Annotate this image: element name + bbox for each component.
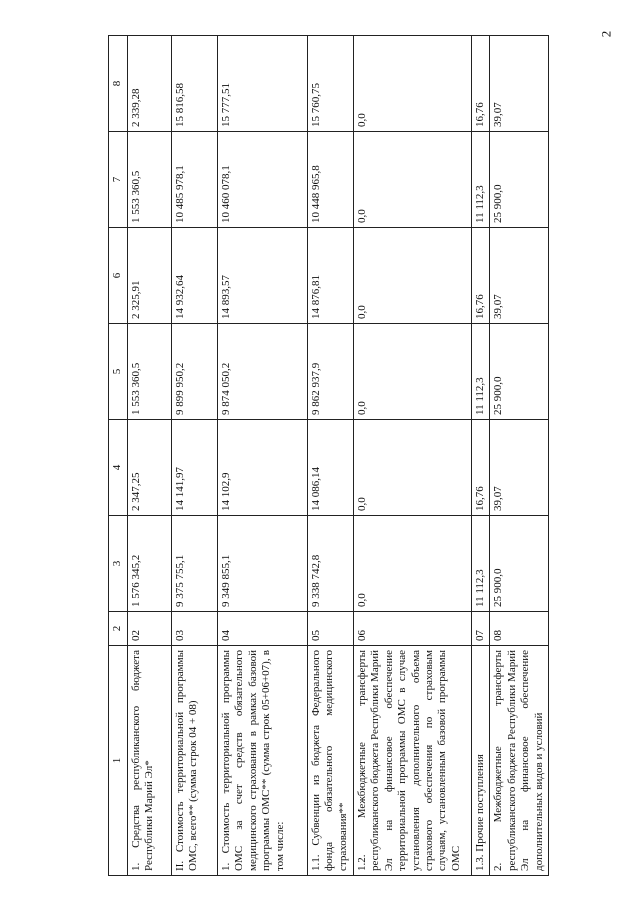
cell-value: 2 347,25 bbox=[128, 420, 172, 516]
cell-value: 16,76 bbox=[472, 420, 490, 516]
table-row bbox=[308, 36, 354, 876]
row-label: II. Стоимость территориальной программы ОМС, всего** (сумма строк 04 + 08) bbox=[172, 646, 218, 876]
row-code: 07 bbox=[472, 612, 490, 646]
col-header: 8 bbox=[109, 36, 128, 132]
page-number: 2 bbox=[597, 30, 613, 38]
cell-value: 0,0 bbox=[354, 420, 472, 516]
cell-value: 0,0 bbox=[354, 516, 472, 612]
cell-value: 1 553 360,5 bbox=[128, 132, 172, 228]
cell-value: 9 338 742,8 bbox=[308, 516, 354, 612]
col-header: 5 bbox=[109, 324, 128, 420]
row-label: 1. Стоимость территориальной программы ОМС за счет средств обязательного медицинского страхования в рамках базовой программы ОМС** (сумма строк 05+06+07), в том числе: bbox=[218, 646, 308, 876]
cell-value: 16,76 bbox=[472, 36, 490, 132]
col-header: 4 bbox=[109, 420, 128, 516]
cell-value: 1 576 345,2 bbox=[128, 516, 172, 612]
table-row bbox=[490, 36, 549, 876]
row-code: 02 bbox=[128, 612, 172, 646]
rotated-table-wrapper bbox=[108, 36, 545, 876]
cell-value: 14 086,14 bbox=[308, 420, 354, 516]
cell-value: 14 102,9 bbox=[218, 420, 308, 516]
financing-table bbox=[108, 35, 549, 876]
cell-value: 25 900,0 bbox=[490, 324, 549, 420]
cell-value: 25 900,0 bbox=[490, 132, 549, 228]
cell-value: 10 460 078,1 bbox=[218, 132, 308, 228]
cell-value: 1 553 360,5 bbox=[128, 324, 172, 420]
col-header: 1 bbox=[109, 646, 128, 876]
row-label: 2. Межбюджетные трансферты республиканского бюджета Республики Марий Эл на финансовое обеспечение дополнительных видов и условий bbox=[490, 646, 549, 876]
cell-value: 10 448 965,8 bbox=[308, 132, 354, 228]
row-label: 1. Средства республиканского бюджета Республики Марий Эл* bbox=[128, 646, 172, 876]
row-code: 04 bbox=[218, 612, 308, 646]
cell-value: 25 900,0 bbox=[490, 516, 549, 612]
row-label: 1.1. Субвенции из бюджета Федерального фонда обязательного медицинского страхования** bbox=[308, 646, 354, 876]
cell-value: 14 876,81 bbox=[308, 228, 354, 324]
cell-value: 39,07 bbox=[490, 228, 549, 324]
col-header: 6 bbox=[109, 228, 128, 324]
cell-value: 14 932,64 bbox=[172, 228, 218, 324]
cell-value: 0,0 bbox=[354, 324, 472, 420]
cell-value: 0,0 bbox=[354, 36, 472, 132]
cell-value: 2 325,91 bbox=[128, 228, 172, 324]
row-label: 1.3. Прочие поступления bbox=[472, 646, 490, 876]
row-code: 05 bbox=[308, 612, 354, 646]
cell-value: 15 777,51 bbox=[218, 36, 308, 132]
table-row bbox=[354, 36, 472, 876]
cell-value: 16,76 bbox=[472, 228, 490, 324]
table-row bbox=[218, 36, 308, 876]
row-code: 08 bbox=[490, 612, 549, 646]
cell-value: 9 349 855,1 bbox=[218, 516, 308, 612]
col-header: 3 bbox=[109, 516, 128, 612]
table-row bbox=[472, 36, 490, 876]
cell-value: 15 760,75 bbox=[308, 36, 354, 132]
cell-value: 15 816,58 bbox=[172, 36, 218, 132]
row-code: 06 bbox=[354, 612, 472, 646]
row-code: 03 bbox=[172, 612, 218, 646]
cell-value: 9 874 050,2 bbox=[218, 324, 308, 420]
cell-value: 39,07 bbox=[490, 36, 549, 132]
cell-value: 9 899 950,2 bbox=[172, 324, 218, 420]
cell-value: 9 862 937,9 bbox=[308, 324, 354, 420]
cell-value: 10 485 978,1 bbox=[172, 132, 218, 228]
cell-value: 11 112,3 bbox=[472, 324, 490, 420]
cell-value: 0,0 bbox=[354, 228, 472, 324]
table-row bbox=[128, 36, 172, 876]
cell-value: 11 112,3 bbox=[472, 516, 490, 612]
cell-value: 9 375 755,1 bbox=[172, 516, 218, 612]
header-row bbox=[109, 36, 128, 876]
cell-value: 11 112,3 bbox=[472, 132, 490, 228]
cell-value: 14 141,97 bbox=[172, 420, 218, 516]
cell-value: 14 893,57 bbox=[218, 228, 308, 324]
col-header: 2 bbox=[109, 612, 128, 646]
cell-value: 0,0 bbox=[354, 132, 472, 228]
col-header: 7 bbox=[109, 132, 128, 228]
cell-value: 2 339,28 bbox=[128, 36, 172, 132]
cell-value: 39,07 bbox=[490, 420, 549, 516]
row-label: 1.2. Межбюджетные трансферты республиканского бюджета Республики Марий Эл на финансовое обеспечение территориальной программы ОМС в случае установления дополнительного объема страхового обеспечения по страховым случаям, установленным базовой программы ОМС bbox=[354, 646, 472, 876]
table-row bbox=[172, 36, 218, 876]
